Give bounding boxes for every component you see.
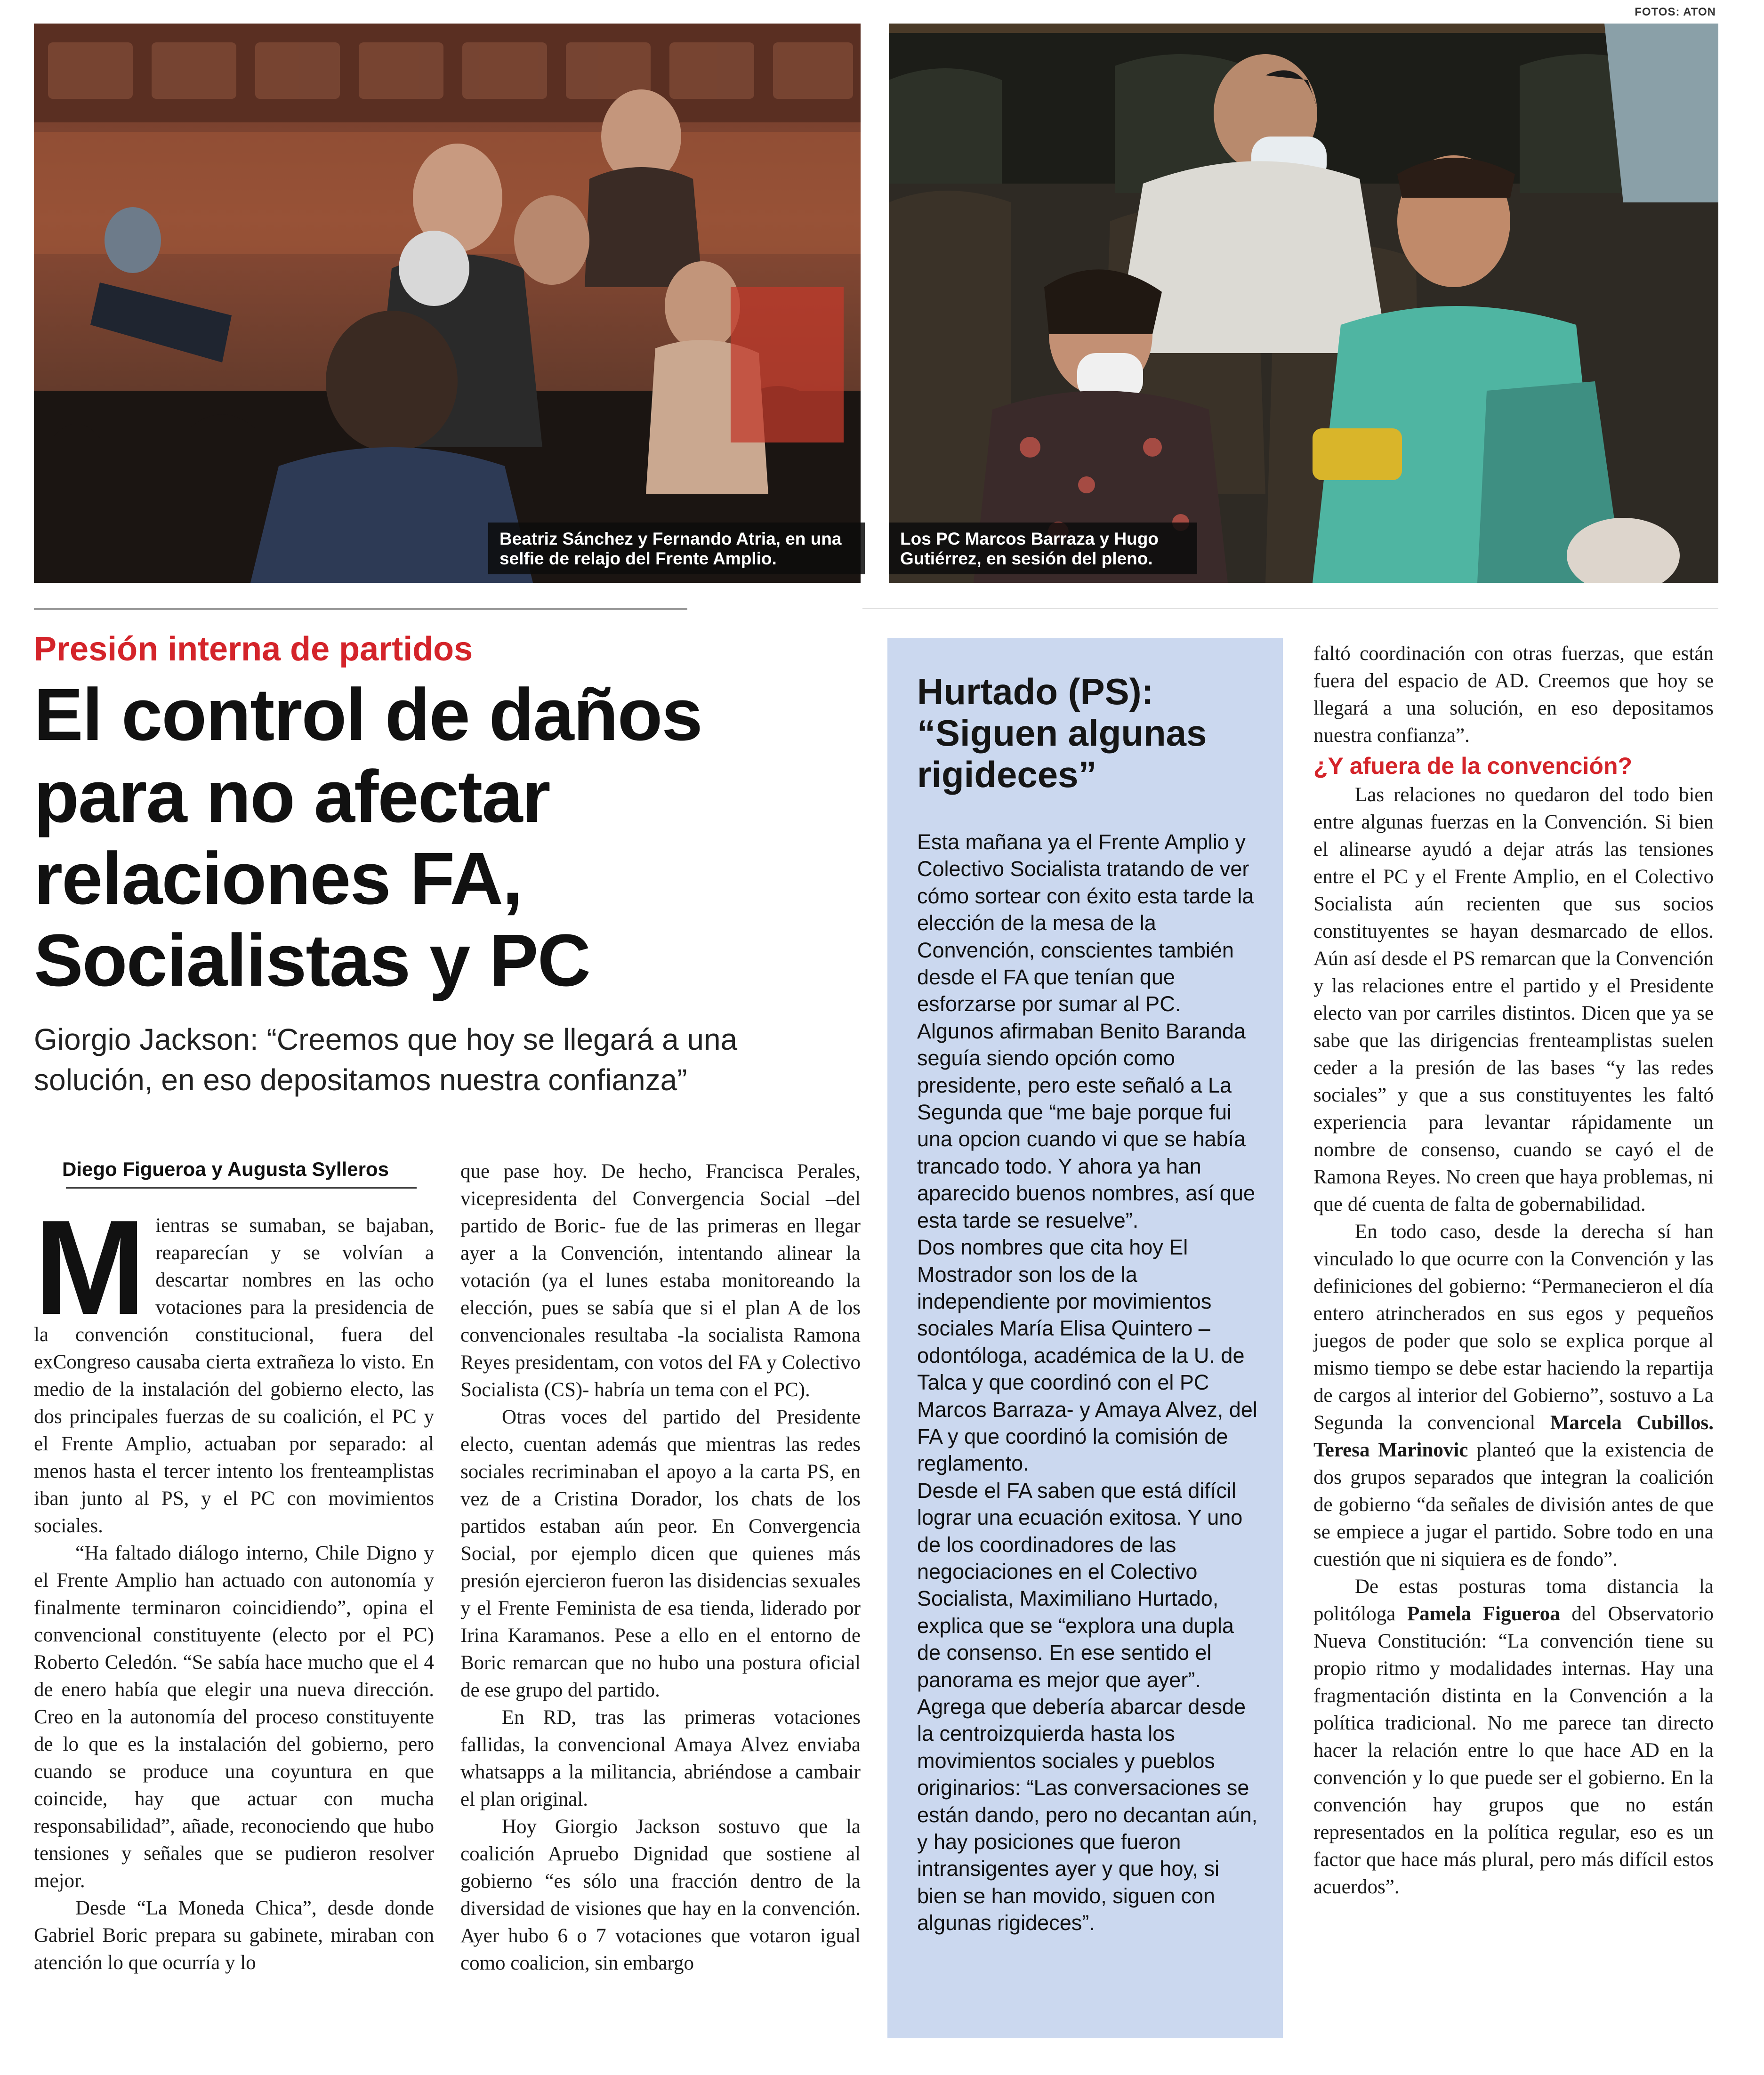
sidebar-paragraph: Desde el FA saben que está difícil lograr una ecuación exitosa. Y uno de los coordinadores de las negociaciones en el Colectivo Socialista, Maximiliano Hurtado, explica que se “explora una dupla de consenso. En ese sentido el panorama es mejor que ayer”. — [917, 1478, 1243, 1692]
article-paragraph: En RD, tras las primeras votaciones fallidas, la convencional Amaya Alvez enviaba whatsapps a la militancia, abriéndose a cambair el plan original. — [460, 1706, 861, 1810]
paragraph-text: ientras se sumaban, se bajaban, reaparecían y se volvían a descartar nombres en las ocho votaciones para la presidencia de la convención constitucional, fuera del exCongreso causaba cierta extrañeza lo visto. En medio de la instalación del gobierno electo, las dos principales fuerzas de su coalición, el PC y el Frente Amplio, actuaban por separado: al menos hasta el tercer intento los frenteamplistas iban junto al PS, y el PC con movimientos sociales. — [34, 1214, 434, 1537]
section-rule — [34, 608, 687, 610]
sidebar-paragraph: Dos nombres que cita hoy El Mostrador son los de la independiente por movimientos sociales María Elisa Quintero –odontóloga, académica de la U. de Talca y que coordinó con el PC Marcos Barraza- y Amaya Alvez, del FA y que coordinó la comisión de reglamento. — [917, 1235, 1257, 1476]
paragraph-text: planteó que la existencia de dos grupos separados que integran la coalición de gobierno “da señales de división antes de que se empiece a jugar el partido. Sobre todo en una cuestión que ni siquiera es de fondo”. — [1313, 1439, 1714, 1570]
sidebar-paragraph: Esta mañana ya el Frente Amplio y Colectivo Socialista tratando de ver cómo sortear con éxito esta tarde la elección de la mesa de la Convención, conscientes también desde el FA que tenían que esforzarse por sumar al PC. Algunos afirmaban Benito Baranda seguía siendo opción como presidente, pero este señaló a La Segunda que “me baje porque fui una opcion cuando vi que se había trancado todo. Y ahora ya han aparecido buenos nombres, así que esta tarde se resuelve”. — [917, 830, 1255, 1232]
person-name-bold: Marcela Cubillos. — [1550, 1412, 1714, 1434]
article-byline: Diego Figueroa y Augusta Sylleros — [62, 1158, 389, 1180]
article-paragraph: Hoy Giorgio Jackson sostuvo que la coalición Apruebo Dignidad que sostiene al gobierno “es sólo una fracción dentro de la diversidad de visiones que hay en la convención. Ayer hubo 6 o 7 votaciones que votaron igual como coalicion, sin embargo — [460, 1816, 861, 1974]
sidebar-paragraph: Agrega que debería abarcar desde la centroizquierda hasta los movimientos sociales y pueblos originarios: “Las conversaciones se están dando, pero no decantan aún, y hay posiciones que fueron intransigentes ayer y que hoy, si bien se han movido, siguen con algunas rigideces”. — [917, 1695, 1258, 1935]
pleno-photo-illustration — [889, 24, 1718, 583]
drop-cap: M — [34, 1192, 146, 1343]
article-paragraph — [1313, 1218, 1714, 1573]
article-paragraph: Otras voces del partido del Presidente electo, cuentan además que mientras las redes sociales recriminaban el apoyo a la carta PS, en vez de a Cristina Dorador, los chats de los partidos estaban aún peor. En Convergencia Social, por ejemplo dicen que quienes más presión ejercieron fueron las disidencias sexuales y el Frente Feminista de esa tienda, liderado por Irina Karamanos. Pese a ello en el entorno de Boric remarcan que no hubo una postura oficial de ese grupo del partido. — [460, 1406, 861, 1701]
article-kicker: Presión interna de partidos — [34, 630, 473, 668]
article-paragraph — [34, 1192, 434, 1540]
sidebar-body — [917, 828, 1262, 1937]
article-column-4 — [1313, 640, 1714, 1901]
paragraph-text: De estas posturas toma distancia la politóloga — [1313, 1576, 1714, 1625]
photo-caption-pleno: Los PC Marcos Barraza y Hugo Gutiérrez, en sesión del pleno. — [889, 523, 1197, 574]
photo-credit: FOTOS: ATON — [1635, 6, 1716, 18]
article-paragraph: Desde “La Moneda Chica”, desde donde Gabriel Boric prepara su gabinete, miraban con atención lo que ocurría y lo — [34, 1897, 434, 1974]
sidebar-title: Hurtado (PS): “Siguen algunas rigideces” — [917, 671, 1207, 795]
article-paragraph — [1313, 1573, 1714, 1901]
photo-pleno — [889, 24, 1718, 583]
article-column-2 — [460, 1158, 861, 1977]
photo-caption-selfie: Beatriz Sánchez y Fernando Atria, en una selfie de relajo del Frente Amplio. — [488, 523, 865, 574]
article-headline: El control de daños para no afectar relaciones FA, Socialistas y PC — [34, 674, 702, 1002]
paragraph-text: del Observatorio Nueva Constitución: “La convención tiene su propio ritmo y modalidades internas. Hay una fragmentación distinta en la Convención a la política tradicional. No me parece tan directo hacer la relación entre lo que hace AD en la convención y lo que puede ser el gobierno. En la convención hay grupos que no están representados en la política regular, eso es un factor que hace más plural, pero más difícil estos acuerdos”. — [1313, 1603, 1714, 1898]
paragraph-text: En todo caso, desde la derecha sí han vinculado lo que ocurre con la Convención y las definiciones del gobierno: “Permanecieron el día entero atrincherados en sus egos y pequeños juegos de poder que solo se explica porque al mismo tiempo se debe estar haciendo la repartija de cargos al interior del Gobierno”, sostuvo a La Segunda la convencional — [1313, 1221, 1714, 1434]
byline-underline — [66, 1187, 417, 1189]
person-name-bold: Teresa Marinovic — [1313, 1439, 1468, 1461]
article-deck: Giorgio Jackson: “Creemos que hoy se llegará a una solución, en eso depositamos nuestra confianza” — [34, 1022, 738, 1097]
person-name-bold: Pamela Figueroa — [1407, 1603, 1560, 1625]
section-rule-right — [862, 608, 1718, 609]
article-paragraph: “Ha faltado diálogo interno, Chile Digno y el Frente Amplio han actuado con autonomía y finalmente terminaron coincidiendo”, opina el convencional constituyente (electo por el PC) Roberto Celedón. “Se sabía hace mucho que el 4 de enero había que elegir una nueva dirección. Creo en la autonomía del proceso constituyente de lo que es la instalación del gobierno, pero cuando se produce una coyuntura en que coincide, hay que actuar con mucha responsabilidad”, añade, reconociendo que hubo tensiones y señales que se pudieron resolver mejor. — [34, 1542, 434, 1892]
photo-selfie — [34, 24, 861, 583]
article-subhead: ¿Y afuera de la convención? — [1313, 753, 1633, 779]
article-column-1 — [34, 1192, 434, 1977]
selfie-photo-illustration — [34, 24, 861, 583]
article-paragraph: faltó coordinación con otras fuerzas, que están fuera del espacio de AD. Creemos que hoy se llegará a una solución, en eso depositamos nuestra confianza”. — [1313, 643, 1714, 747]
article-paragraph: Las relaciones no quedaron del todo bien entre algunas fuerzas en la Convención. Si bien el alinearse ayudó a dejar atrás las tensiones entre el PC y el Frente Amplio, en el Colectivo Socialista aún recienten que sus socios constituyentes se hayan desmarcado de ellos. Aún así desde el PS remarcan que la Convención y las relaciones entre el partido y el Presidente electo van por carriles distintos. Dicen que ya se sabe que las dirigencias frenteamplistas suelen ceder a la presión de las bases “y las redes sociales” y que a sus constituyentes les faltó experiencia para levantar rápidamente un nombre de consenso, cuando se cayó el de Ramona Reyes. No creen que haya problemas, ni que dé cuenta de falta de gobernabilidad. — [1313, 784, 1714, 1215]
article-paragraph: que pase hoy. De hecho, Francisca Perales, vicepresidenta del Convergencia Social –del partido de Boric- fue de las primeras en llegar ayer a la Convención, intentando alinear la votación (ya el lunes estaba monitoreando la elección, pues se sabía que si el plan A de los convencionales resultaba -la socialista Ramona Reyes presidentam, con votos del FA y Colectivo Socialista (CS)- habría un tema con el PC). — [460, 1160, 861, 1401]
